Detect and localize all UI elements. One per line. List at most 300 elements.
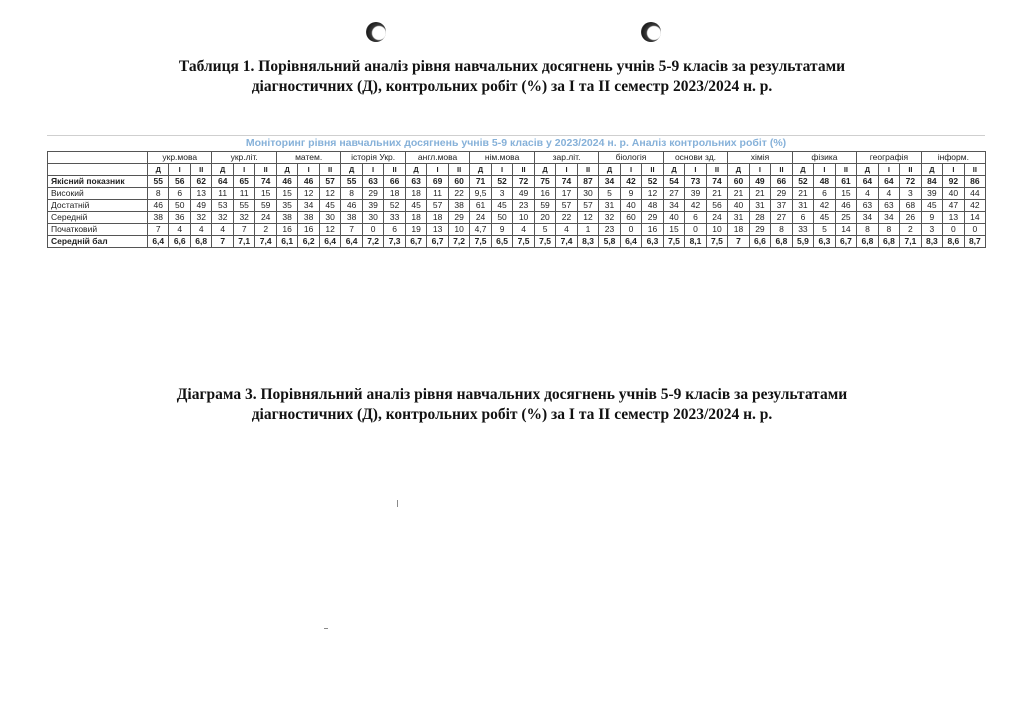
table-cell: 56 [169, 176, 190, 188]
table-cell: 64 [212, 176, 233, 188]
table-cell: 18 [384, 188, 406, 200]
table-cell: 22 [448, 188, 470, 200]
table-caption [0, 57, 1024, 97]
table-cell: 7,1 [900, 236, 921, 248]
table-cell: 49 [513, 188, 535, 200]
table-cell: 38 [298, 212, 319, 224]
row-label: Початковий [48, 224, 148, 236]
subject-header: географія [857, 152, 921, 164]
table-cell: 6 [169, 188, 190, 200]
table-cell: 46 [148, 200, 169, 212]
table-cell: 21 [792, 188, 813, 200]
table-cell: 6,6 [169, 236, 190, 248]
table-cell: 0 [362, 224, 383, 236]
table-cell: 46 [341, 200, 362, 212]
table-cell: 6,4 [341, 236, 362, 248]
table-cell: 66 [384, 176, 406, 188]
table-cell: 39 [921, 188, 942, 200]
period-header: ІІ [964, 164, 985, 176]
table-cell: 4 [212, 224, 233, 236]
table-cell: 12 [642, 188, 664, 200]
table-cell: 42 [964, 200, 985, 212]
table-cell: 32 [212, 212, 233, 224]
table-cell: 7,5 [663, 236, 684, 248]
table-cell: 8,7 [964, 236, 985, 248]
table-cell: 12 [298, 188, 319, 200]
period-header: ІІ [384, 164, 406, 176]
table-cell: 15 [276, 188, 297, 200]
table-cell: 46 [835, 200, 857, 212]
table-cell: 12 [319, 188, 340, 200]
subject-header: основи зд. [663, 152, 727, 164]
table-cell: 34 [298, 200, 319, 212]
period-header: Д [663, 164, 684, 176]
table-cell: 62 [190, 176, 212, 188]
period-header: ІІ [190, 164, 212, 176]
table-cell: 31 [749, 200, 770, 212]
period-header: ІІ [255, 164, 276, 176]
table-cell: 4 [169, 224, 190, 236]
table-cell: 16 [298, 224, 319, 236]
table-cell: 72 [513, 176, 535, 188]
subject-header: біологія [599, 152, 663, 164]
period-header: І [362, 164, 383, 176]
table-cell: 57 [427, 200, 448, 212]
table-cell: 30 [577, 188, 598, 200]
table-cell: 4 [513, 224, 535, 236]
table-cell: 48 [642, 200, 664, 212]
table-cell: 6,8 [771, 236, 793, 248]
table-cell: 50 [491, 212, 512, 224]
table-cell: 37 [771, 200, 793, 212]
table-cell: 35 [276, 200, 297, 212]
table-cell: 6,3 [642, 236, 664, 248]
header-corner [48, 152, 148, 164]
table-cell: 32 [599, 212, 620, 224]
table-cell: 3 [900, 188, 921, 200]
table-cell: 45 [405, 200, 426, 212]
table-cell: 6,4 [148, 236, 169, 248]
table-cell: 16 [642, 224, 664, 236]
table-cell: 7,4 [255, 236, 276, 248]
table-cell: 34 [857, 212, 878, 224]
table-cell: 6 [814, 188, 835, 200]
table-cell: 74 [706, 176, 728, 188]
table-cell: 19 [405, 224, 426, 236]
table-cell: 11 [427, 188, 448, 200]
table-cell: 54 [663, 176, 684, 188]
table-cell: 68 [900, 200, 921, 212]
table-cell: 1 [577, 224, 598, 236]
period-header: ІІ [771, 164, 793, 176]
table-cell: 52 [384, 200, 406, 212]
table-cell: 18 [728, 224, 749, 236]
period-header: Д [148, 164, 169, 176]
table-cell: 23 [599, 224, 620, 236]
table-cell: 26 [900, 212, 921, 224]
table-cell: 6,4 [319, 236, 340, 248]
table-cell: 27 [663, 188, 684, 200]
table-cell: 42 [814, 200, 835, 212]
table-cell: 15 [663, 224, 684, 236]
table-cell: 8,3 [921, 236, 942, 248]
table-cell: 8 [771, 224, 793, 236]
table-cell: 33 [384, 212, 406, 224]
table-cell: 27 [771, 212, 793, 224]
period-header: І [298, 164, 319, 176]
period-header: Д [212, 164, 233, 176]
table-cell: 49 [749, 176, 770, 188]
table-cell: 74 [255, 176, 276, 188]
table-cell: 74 [556, 176, 577, 188]
monitoring-table-title: Моніторинг рівня навчальних досягнень учнів 5-9 класів у 2023/2024 н. р. Аналіз контрольних робіт (%) [47, 135, 985, 151]
header-corner [48, 164, 148, 176]
table-cell: 7,5 [470, 236, 491, 248]
table-cell: 31 [599, 200, 620, 212]
table-cell: 0 [943, 224, 964, 236]
table-cell: 9 [491, 224, 512, 236]
table-cell: 18 [405, 188, 426, 200]
table-cell: 29 [749, 224, 770, 236]
table-cell: 16 [276, 224, 297, 236]
table-cell: 11 [233, 188, 254, 200]
table-cell: 8 [878, 224, 899, 236]
period-header: Д [599, 164, 620, 176]
table-cell: 28 [749, 212, 770, 224]
table-cell: 13 [190, 188, 212, 200]
table-cell: 63 [878, 200, 899, 212]
table-cell: 32 [190, 212, 212, 224]
table-cell: 38 [448, 200, 470, 212]
table-cell: 21 [706, 188, 728, 200]
period-header: ІІ [319, 164, 340, 176]
table-cell: 6,8 [857, 236, 878, 248]
table-cell: 4,7 [470, 224, 491, 236]
table-cell: 29 [362, 188, 383, 200]
period-header-row [48, 164, 986, 176]
table-cell: 14 [835, 224, 857, 236]
table-cell: 86 [964, 176, 985, 188]
table-cell: 4 [556, 224, 577, 236]
period-header: ІІ [448, 164, 470, 176]
period-header: І [814, 164, 835, 176]
table-cell: 73 [685, 176, 706, 188]
table-cell: 44 [964, 188, 985, 200]
table-cell: 49 [190, 200, 212, 212]
table-cell: 7 [341, 224, 362, 236]
table-cell: 33 [792, 224, 813, 236]
table-cell: 6 [685, 212, 706, 224]
table-cell: 5 [599, 188, 620, 200]
table-caption-line-1: Таблиця 1. Порівняльний аналіз рівня навчальних досягнень учнів 5-9 класів за результатами [178, 58, 846, 75]
table-cell: 6,5 [491, 236, 512, 248]
table-cell: 31 [792, 200, 813, 212]
table-cell: 14 [964, 212, 985, 224]
table-cell: 24 [470, 212, 491, 224]
table-cell: 38 [276, 212, 297, 224]
row-label: Середній бал [48, 236, 148, 248]
subject-header: зар.літ. [534, 152, 598, 164]
table-cell: 21 [728, 188, 749, 200]
table-cell: 92 [943, 176, 964, 188]
table-cell: 10 [706, 224, 728, 236]
table-cell: 7,5 [534, 236, 555, 248]
table-cell: 34 [663, 200, 684, 212]
table-cell: 36 [169, 212, 190, 224]
table-caption-line-2: діагностичних (Д), контрольних робіт (%) за І та ІІ семестр 2023/2024 н. р. [251, 78, 773, 95]
table-cell: 45 [814, 212, 835, 224]
table-cell: 6,1 [276, 236, 297, 248]
table-cell: 15 [835, 188, 857, 200]
period-header: Д [921, 164, 942, 176]
table-cell: 29 [642, 212, 664, 224]
subject-header: історія Укр. [341, 152, 405, 164]
table-cell: 87 [577, 176, 598, 188]
table-cell: 45 [319, 200, 340, 212]
table-cell: 23 [513, 200, 535, 212]
table-cell: 21 [749, 188, 770, 200]
table-cell: 5 [814, 224, 835, 236]
table-cell: 7,1 [233, 236, 254, 248]
table-cell: 7 [148, 224, 169, 236]
table-cell: 10 [448, 224, 470, 236]
table-cell: 6,7 [835, 236, 857, 248]
table-cell: 6,4 [620, 236, 641, 248]
period-header: І [556, 164, 577, 176]
table-cell: 0 [964, 224, 985, 236]
scan-speck [324, 628, 328, 629]
table-cell: 6,2 [298, 236, 319, 248]
table-cell: 8,6 [943, 236, 964, 248]
table-cell: 48 [814, 176, 835, 188]
period-header: ІІ [706, 164, 728, 176]
table-cell: 25 [835, 212, 857, 224]
table-cell: 46 [298, 176, 319, 188]
table-cell: 3 [491, 188, 512, 200]
period-header: І [427, 164, 448, 176]
period-header: ІІ [642, 164, 664, 176]
table-row [48, 188, 986, 200]
table-row [48, 236, 986, 248]
table-cell: 2 [900, 224, 921, 236]
table-cell: 52 [491, 176, 512, 188]
subject-header: фізика [792, 152, 856, 164]
table-cell: 9 [620, 188, 641, 200]
subject-header: нім.мова [470, 152, 534, 164]
table-cell: 46 [276, 176, 297, 188]
period-header: Д [728, 164, 749, 176]
table-cell: 72 [900, 176, 921, 188]
subject-header: інформ. [921, 152, 985, 164]
period-header: ІІ [835, 164, 857, 176]
table-cell: 17 [556, 188, 577, 200]
table-cell: 65 [233, 176, 254, 188]
table-cell: 8 [857, 224, 878, 236]
table-cell: 20 [534, 212, 555, 224]
table-row [48, 200, 986, 212]
table-cell: 30 [362, 212, 383, 224]
table-cell: 63 [857, 200, 878, 212]
diagram-caption [0, 385, 1024, 425]
table-cell: 57 [556, 200, 577, 212]
table-cell: 0 [620, 224, 641, 236]
table-cell: 42 [685, 200, 706, 212]
table-cell: 5,9 [792, 236, 813, 248]
table-cell: 47 [943, 200, 964, 212]
table-cell: 15 [255, 188, 276, 200]
period-header: І [878, 164, 899, 176]
table-cell: 53 [212, 200, 233, 212]
period-header: І [233, 164, 254, 176]
subject-header: хімія [728, 152, 792, 164]
table-cell: 55 [341, 176, 362, 188]
table-cell: 60 [728, 176, 749, 188]
table-cell: 9 [921, 212, 942, 224]
table-cell: 45 [491, 200, 512, 212]
table-cell: 39 [362, 200, 383, 212]
table-cell: 75 [534, 176, 555, 188]
table-cell: 66 [771, 176, 793, 188]
table-cell: 7 [728, 236, 749, 248]
table-cell: 50 [169, 200, 190, 212]
table-cell: 52 [642, 176, 664, 188]
row-label: Високий [48, 188, 148, 200]
table-cell: 7,5 [706, 236, 728, 248]
table-cell: 69 [427, 176, 448, 188]
table-cell: 63 [362, 176, 383, 188]
table-cell: 59 [534, 200, 555, 212]
row-label: Якісний показник [48, 176, 148, 188]
period-header: ІІ [577, 164, 598, 176]
subject-header: матем. [276, 152, 340, 164]
period-header: Д [470, 164, 491, 176]
table-cell: 64 [857, 176, 878, 188]
table-cell: 52 [792, 176, 813, 188]
table-cell: 60 [620, 212, 641, 224]
table-cell: 7,3 [384, 236, 406, 248]
table-cell: 18 [405, 212, 426, 224]
period-header: ІІ [513, 164, 535, 176]
table-cell: 12 [577, 212, 598, 224]
table-cell: 22 [556, 212, 577, 224]
table-cell: 60 [448, 176, 470, 188]
period-header: І [685, 164, 706, 176]
table-cell: 6,6 [749, 236, 770, 248]
table-cell: 6,7 [405, 236, 426, 248]
table-cell: 64 [878, 176, 899, 188]
period-header: І [169, 164, 190, 176]
row-label: Достатній [48, 200, 148, 212]
table-cell: 34 [599, 176, 620, 188]
table-cell: 24 [706, 212, 728, 224]
table-cell: 34 [878, 212, 899, 224]
table-cell: 6 [792, 212, 813, 224]
table-cell: 18 [427, 212, 448, 224]
table-cell: 24 [255, 212, 276, 224]
table-cell: 71 [470, 176, 491, 188]
table-cell: 4 [857, 188, 878, 200]
period-header: Д [276, 164, 297, 176]
diagram-caption-line-1: Діаграма 3. Порівняльний аналіз рівня навчальних досягнень учнів 5-9 класів за результатами [176, 386, 848, 403]
table-cell: 12 [319, 224, 340, 236]
table-cell: 8 [341, 188, 362, 200]
table-cell: 29 [448, 212, 470, 224]
period-header: І [491, 164, 512, 176]
table-cell: 38 [341, 212, 362, 224]
table-cell: 55 [233, 200, 254, 212]
table-cell: 7,4 [556, 236, 577, 248]
table-cell: 61 [835, 176, 857, 188]
table-cell: 63 [405, 176, 426, 188]
punch-hole-right [641, 22, 661, 42]
table-cell: 84 [921, 176, 942, 188]
table-cell: 16 [534, 188, 555, 200]
period-header: Д [534, 164, 555, 176]
table-cell: 38 [148, 212, 169, 224]
table-cell: 8,3 [577, 236, 598, 248]
table-cell: 8 [148, 188, 169, 200]
table-cell: 45 [921, 200, 942, 212]
table-cell: 2 [255, 224, 276, 236]
table-cell: 7,5 [513, 236, 535, 248]
period-header: ІІ [900, 164, 921, 176]
table-cell: 5,8 [599, 236, 620, 248]
subject-header: укр.літ. [212, 152, 276, 164]
table-cell: 9,5 [470, 188, 491, 200]
row-label: Середній [48, 212, 148, 224]
period-header: І [943, 164, 964, 176]
table-cell: 42 [620, 176, 641, 188]
table-cell: 29 [771, 188, 793, 200]
monitoring-table [47, 151, 986, 248]
table-cell: 4 [190, 224, 212, 236]
table-cell: 40 [943, 188, 964, 200]
table-cell: 5 [534, 224, 555, 236]
table-cell: 4 [878, 188, 899, 200]
period-header: Д [341, 164, 362, 176]
table-cell: 57 [319, 176, 340, 188]
period-header: І [749, 164, 770, 176]
table-cell: 6,3 [814, 236, 835, 248]
table-cell: 6,7 [427, 236, 448, 248]
subject-header: англ.мова [405, 152, 469, 164]
period-header: Д [857, 164, 878, 176]
table-cell: 7,2 [448, 236, 470, 248]
period-header: І [620, 164, 641, 176]
table-cell: 6,8 [190, 236, 212, 248]
table-cell: 7 [212, 236, 233, 248]
table-cell: 10 [513, 212, 535, 224]
table-row [48, 212, 986, 224]
table-cell: 40 [663, 212, 684, 224]
period-header: Д [405, 164, 426, 176]
table-cell: 0 [685, 224, 706, 236]
diagram-caption-line-2: діагностичних (Д), контрольних робіт (%) за І та ІІ семестр 2023/2024 н. р. [251, 406, 773, 423]
monitoring-table-container [47, 135, 985, 248]
table-cell: 7,2 [362, 236, 383, 248]
punch-hole-left [366, 22, 386, 42]
table-cell: 30 [319, 212, 340, 224]
table-cell: 57 [577, 200, 598, 212]
table-cell: 32 [233, 212, 254, 224]
table-cell: 55 [148, 176, 169, 188]
table-row [48, 224, 986, 236]
table-cell: 8,1 [685, 236, 706, 248]
table-cell: 13 [427, 224, 448, 236]
table-cell: 61 [470, 200, 491, 212]
subject-header-row [48, 152, 986, 164]
table-cell: 39 [685, 188, 706, 200]
